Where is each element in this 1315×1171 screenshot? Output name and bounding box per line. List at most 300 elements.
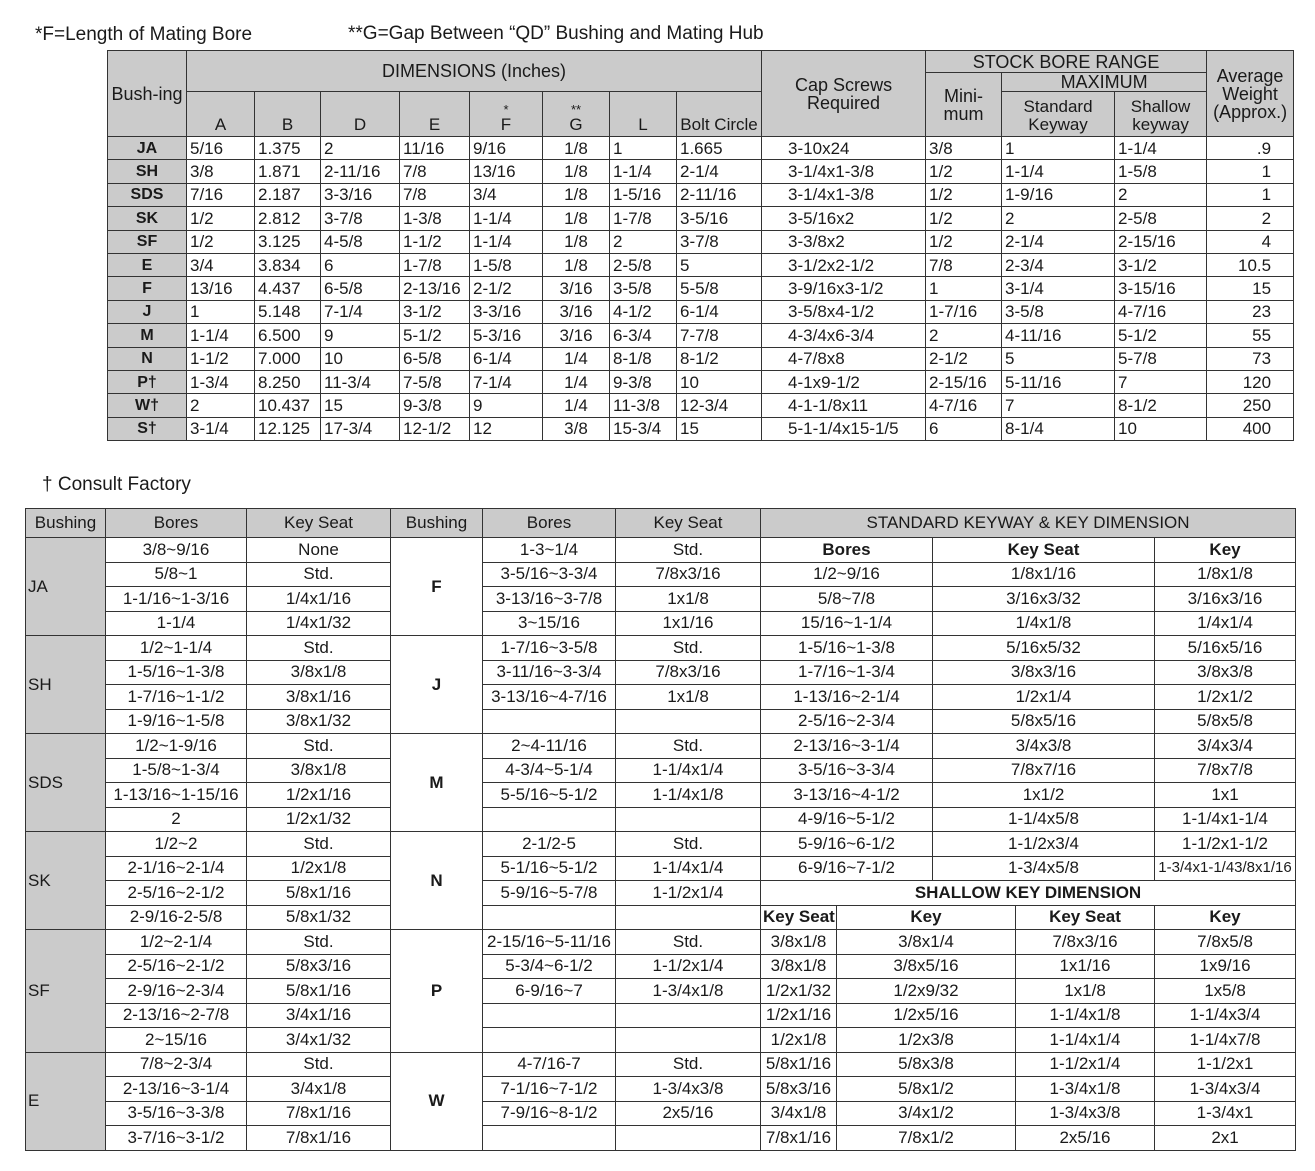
cell-d: 3-7/8 <box>321 207 400 230</box>
shallow-key-2: 1-1/4x7/8 <box>1155 1028 1296 1053</box>
cell-e: 7/8 <box>400 160 470 183</box>
cell-bolt-circle: 12-3/4 <box>677 394 762 417</box>
cell-g: 1/8 <box>543 207 610 230</box>
std-key-seat: 7/8x7/16 <box>933 758 1155 783</box>
cell-weight: 1 <box>1207 160 1294 183</box>
key-seat: 1/4x1/16 <box>247 587 391 612</box>
bore-row <box>26 1003 1296 1028</box>
cell-g: 1/8 <box>543 137 610 160</box>
bore-range: 1-13/16~1-15/16 <box>106 783 247 808</box>
cell-l: 1-7/8 <box>610 207 677 230</box>
key-seat-2: 1-1/4x1/8 <box>616 783 761 808</box>
key-seat: 3/4x1/16 <box>247 1003 391 1028</box>
bore-row <box>26 562 1296 587</box>
cell-shallow-keyway: 5-1/2 <box>1115 324 1207 347</box>
bore-range-2 <box>483 1028 616 1053</box>
cell-g: 1/8 <box>543 253 610 276</box>
bore-range: 1/2~2 <box>106 832 247 857</box>
dimension-row <box>108 277 1294 300</box>
bore-row <box>26 930 1296 955</box>
cell-d: 15 <box>321 394 400 417</box>
cell-b: 8.250 <box>255 370 321 393</box>
bore-range-2: 5-3/4~6-1/2 <box>483 954 616 979</box>
cell-shallow-keyway: 3-15/16 <box>1115 277 1207 300</box>
bore-row <box>26 832 1296 857</box>
shallow-key-header: Key <box>837 905 1016 930</box>
bore-range: 1-5/8~1-3/4 <box>106 758 247 783</box>
std-bores: 15/16~1-1/4 <box>761 611 933 636</box>
key-seat-2: 1x1/16 <box>616 611 761 636</box>
shallow-key-seat: 3/4x1/8 <box>761 1101 837 1126</box>
key-seat: 3/4x1/32 <box>247 1028 391 1053</box>
dimension-row <box>108 230 1294 253</box>
key-seat: 1/4x1/32 <box>247 611 391 636</box>
standard-keyway-title: STANDARD KEYWAY & KEY DIMENSION <box>761 509 1296 538</box>
cell-d: 17-3/4 <box>321 417 400 440</box>
cell-l: 11-3/8 <box>610 394 677 417</box>
shallow-key: 1/2x5/16 <box>837 1003 1016 1028</box>
cell-f: 1-1/4 <box>470 207 543 230</box>
key-seat: Std. <box>247 734 391 759</box>
cell-shallow-keyway: 4-7/16 <box>1115 300 1207 323</box>
std-key-seat: 3/4x3/8 <box>933 734 1155 759</box>
cell-bushing: W† <box>108 394 187 417</box>
key-seat-2: 1-3/4x1/8 <box>616 979 761 1004</box>
std-bores: 3-13/16~4-1/2 <box>761 783 933 808</box>
bore-range: 5/8~1 <box>106 562 247 587</box>
bore-range-2 <box>483 709 616 734</box>
left-bushing-group: SK <box>26 832 106 930</box>
bore-range: 3-5/16~3-3/8 <box>106 1101 247 1126</box>
col-g-header: ** G <box>543 92 610 137</box>
cell-e: 3-1/2 <box>400 300 470 323</box>
bore-range-2: 5-5/16~5-1/2 <box>483 783 616 808</box>
bushing-header: Bush-ing <box>108 51 187 137</box>
bore-range-2: 1-7/16~3-5/8 <box>483 636 616 661</box>
cell-bolt-circle: 5 <box>677 253 762 276</box>
right-bushing-group: W <box>391 1052 483 1150</box>
key-seat-2: 1-1/4x1/4 <box>616 856 761 881</box>
cell-standard-keyway: 5 <box>1002 347 1115 370</box>
cell-minimum: 2-15/16 <box>926 370 1002 393</box>
std-bores: 5-9/16~6-1/2 <box>761 832 933 857</box>
cell-cap-screws: 3-5/16x2 <box>762 207 926 230</box>
shallow-key-seat-2: 1x1/8 <box>1016 979 1155 1004</box>
dimension-row <box>108 253 1294 276</box>
key-seat-2: 7/8x3/16 <box>616 660 761 685</box>
dimension-row <box>108 394 1294 417</box>
bore-range: 1/2~1-1/4 <box>106 636 247 661</box>
dimension-row <box>108 207 1294 230</box>
bore-row <box>26 1052 1296 1077</box>
cell-g: 1/8 <box>543 230 610 253</box>
shallow-key: 1/2x9/32 <box>837 979 1016 1004</box>
cell-e: 1-3/8 <box>400 207 470 230</box>
cell-e: 1-7/8 <box>400 253 470 276</box>
bore-row <box>26 1126 1296 1151</box>
bore-range-2: 1-3~1/4 <box>483 538 616 563</box>
std-bores: 2-13/16~3-1/4 <box>761 734 933 759</box>
cell-a: 3/4 <box>187 253 255 276</box>
cell-f: 2-1/2 <box>470 277 543 300</box>
cell-g: 1/4 <box>543 394 610 417</box>
bushing-header: Bushing <box>26 509 106 538</box>
std-bores: 2-5/16~2-3/4 <box>761 709 933 734</box>
cell-bolt-circle: 8-1/2 <box>677 347 762 370</box>
cell-l: 1 <box>610 137 677 160</box>
cell-b: 1.375 <box>255 137 321 160</box>
key-seat: 3/8x1/32 <box>247 709 391 734</box>
cell-g: 1/8 <box>543 183 610 206</box>
cell-a: 2 <box>187 394 255 417</box>
cell-e: 5-1/2 <box>400 324 470 347</box>
cell-minimum: 1/2 <box>926 160 1002 183</box>
cell-bolt-circle: 7-7/8 <box>677 324 762 347</box>
cell-g: 3/16 <box>543 277 610 300</box>
shallow-key-2: 1x5/8 <box>1155 979 1296 1004</box>
key-seat-2 <box>616 807 761 832</box>
key-seat-2: 2x5/16 <box>616 1101 761 1126</box>
bore-range-2: 6-9/16~7 <box>483 979 616 1004</box>
cell-l: 2 <box>610 230 677 253</box>
cell-minimum: 6 <box>926 417 1002 440</box>
cell-d: 9 <box>321 324 400 347</box>
cell-weight: 2 <box>1207 207 1294 230</box>
dimension-row <box>108 300 1294 323</box>
bore-row <box>26 758 1296 783</box>
dimension-row <box>108 347 1294 370</box>
cell-bushing: M <box>108 324 187 347</box>
key-seat: 5/8x3/16 <box>247 954 391 979</box>
shallow-key-2: 2x1 <box>1155 1126 1296 1151</box>
cell-b: 4.437 <box>255 277 321 300</box>
std-key-seat: 1/2x1/4 <box>933 685 1155 710</box>
cell-bolt-circle: 6-1/4 <box>677 300 762 323</box>
bore-range-2: 7-1/16~7-1/2 <box>483 1077 616 1102</box>
cell-f: 9 <box>470 394 543 417</box>
shallow-key-2: 1-1/2x1 <box>1155 1052 1296 1077</box>
col-d-header: D <box>321 92 400 137</box>
cell-minimum: 2 <box>926 324 1002 347</box>
cell-cap-screws: 4-1-1/8x11 <box>762 394 926 417</box>
cell-weight: 10.5 <box>1207 253 1294 276</box>
cell-l: 1-5/16 <box>610 183 677 206</box>
cell-g: 1/4 <box>543 347 610 370</box>
std-key-seat: 3/8x3/16 <box>933 660 1155 685</box>
std-key-seat: 1-1/2x3/4 <box>933 832 1155 857</box>
key-seat: Std. <box>247 636 391 661</box>
cell-bushing: F <box>108 277 187 300</box>
std-key-seat: 5/8x5/16 <box>933 709 1155 734</box>
bore-row <box>26 709 1296 734</box>
bore-range: 1/2~2-1/4 <box>106 930 247 955</box>
cell-a: 3-1/4 <box>187 417 255 440</box>
cell-a: 1-1/2 <box>187 347 255 370</box>
cell-d: 2 <box>321 137 400 160</box>
cell-g: 1/4 <box>543 370 610 393</box>
cell-standard-keyway: 3-1/4 <box>1002 277 1115 300</box>
std-key: 3/16x3/16 <box>1155 587 1296 612</box>
shallow-key-seat-2: 1-1/4x1/4 <box>1016 1028 1155 1053</box>
bore-row <box>26 1028 1296 1053</box>
key-seat-2: 1-1/4x1/4 <box>616 758 761 783</box>
cell-d: 10 <box>321 347 400 370</box>
std-key: 1x1 <box>1155 783 1296 808</box>
shallow-key-seat-2: 1-1/2x1/4 <box>1016 1052 1155 1077</box>
shallow-key-seat: 1/2x1/32 <box>761 979 837 1004</box>
cell-l: 6-3/4 <box>610 324 677 347</box>
shallow-keyway-header: Shallow keyway <box>1115 92 1207 137</box>
consult-factory-note: † Consult Factory <box>42 474 191 495</box>
bore-range-2: 4-7/16-7 <box>483 1052 616 1077</box>
dimensions-header: DIMENSIONS (Inches) <box>187 51 762 92</box>
shallow-key-seat-2: 7/8x3/16 <box>1016 930 1155 955</box>
right-bushing-group: M <box>391 734 483 832</box>
cell-cap-screws: 3-9/16x3-1/2 <box>762 277 926 300</box>
bore-range-2: 3-13/16~4-7/16 <box>483 685 616 710</box>
left-bushing-group: SH <box>26 636 106 734</box>
cell-bolt-circle: 15 <box>677 417 762 440</box>
bushing-dimensions-table <box>107 50 1294 441</box>
shallow-keyseat-header-2: Key Seat <box>1016 905 1155 930</box>
cell-f: 9/16 <box>470 137 543 160</box>
key-seat-2: Std. <box>616 734 761 759</box>
cell-bushing: SF <box>108 230 187 253</box>
col-e-header: E <box>400 92 470 137</box>
cell-l: 4-1/2 <box>610 300 677 323</box>
cell-standard-keyway: 4-11/16 <box>1002 324 1115 347</box>
cell-d: 11-3/4 <box>321 370 400 393</box>
key-seat: None <box>247 538 391 563</box>
key-seat: Std. <box>247 832 391 857</box>
cell-d: 6 <box>321 253 400 276</box>
bore-row <box>26 1101 1296 1126</box>
cell-e: 7-5/8 <box>400 370 470 393</box>
bore-row <box>26 856 1296 881</box>
shallow-key-seat-2: 1-1/4x1/8 <box>1016 1003 1155 1028</box>
bore-row <box>26 881 1296 906</box>
cell-e: 9-3/8 <box>400 394 470 417</box>
cell-bolt-circle: 2-11/16 <box>677 183 762 206</box>
cell-minimum: 1/2 <box>926 183 1002 206</box>
cell-a: 1/2 <box>187 207 255 230</box>
cell-standard-keyway: 2 <box>1002 207 1115 230</box>
bore-row <box>26 587 1296 612</box>
shallow-key-2: 1-3/4x3/4 <box>1155 1077 1296 1102</box>
cell-standard-keyway: 8-1/4 <box>1002 417 1115 440</box>
std-bores: 6-9/16~7-1/2 <box>761 856 933 881</box>
cell-weight: 73 <box>1207 347 1294 370</box>
bore-range: 3-7/16~3-1/2 <box>106 1126 247 1151</box>
cell-minimum: 2-1/2 <box>926 347 1002 370</box>
bore-range-2: 3-13/16~3-7/8 <box>483 587 616 612</box>
cell-weight: 23 <box>1207 300 1294 323</box>
cell-b: 12.125 <box>255 417 321 440</box>
std-key: 1-1/4x1-1/4 <box>1155 807 1296 832</box>
bore-row <box>26 979 1296 1004</box>
std-bores: 1/2~9/16 <box>761 562 933 587</box>
shallow-key: 7/8x1/2 <box>837 1126 1016 1151</box>
bore-range-2: 7-9/16~8-1/2 <box>483 1101 616 1126</box>
key-seat: 7/8x1/16 <box>247 1126 391 1151</box>
bore-range: 2~15/16 <box>106 1028 247 1053</box>
average-weight-header: Average Weight (Approx.) <box>1207 51 1294 137</box>
cell-cap-screws: 3-1/4x1-3/8 <box>762 160 926 183</box>
cell-f: 3-3/16 <box>470 300 543 323</box>
cell-f: 1-1/4 <box>470 230 543 253</box>
shallow-key-seat: 1/2x1/16 <box>761 1003 837 1028</box>
bore-range: 1-1/4 <box>106 611 247 636</box>
bore-range-2: 5-9/16~5-7/8 <box>483 881 616 906</box>
cell-a: 7/16 <box>187 183 255 206</box>
cell-cap-screws: 3-1/2x2-1/2 <box>762 253 926 276</box>
cell-standard-keyway: 1-1/4 <box>1002 160 1115 183</box>
cell-shallow-keyway: 1-1/4 <box>1115 137 1207 160</box>
bore-row <box>26 783 1296 808</box>
col-f-header: * F <box>470 92 543 137</box>
cell-bushing: SH <box>108 160 187 183</box>
shallow-key-2: 1x9/16 <box>1155 954 1296 979</box>
bore-row <box>26 538 1296 563</box>
shallow-key-seat-2: 2x5/16 <box>1016 1126 1155 1151</box>
bore-range-2: 3~15/16 <box>483 611 616 636</box>
bore-range: 1-1/16~1-3/16 <box>106 587 247 612</box>
cell-shallow-keyway: 1-5/8 <box>1115 160 1207 183</box>
cell-standard-keyway: 5-11/16 <box>1002 370 1115 393</box>
std-bores: 3-5/16~3-3/4 <box>761 758 933 783</box>
shallow-key-2: 7/8x5/8 <box>1155 930 1296 955</box>
bore-range-2: 2~4-11/16 <box>483 734 616 759</box>
cell-bushing: J <box>108 300 187 323</box>
key-seat: 5/8x1/16 <box>247 881 391 906</box>
right-bushing-group: F <box>391 538 483 636</box>
shallow-keyseat-header: Key Seat <box>761 905 837 930</box>
cell-minimum: 7/8 <box>926 253 1002 276</box>
bore-range: 2-5/16~2-1/2 <box>106 881 247 906</box>
std-key-seat: 1-1/4x5/8 <box>933 807 1155 832</box>
std-key-seat: 1-3/4x5/8 <box>933 856 1155 881</box>
cell-l: 2-5/8 <box>610 253 677 276</box>
cell-bushing: SDS <box>108 183 187 206</box>
bore-range-2: 3-11/16~3-3/4 <box>483 660 616 685</box>
cell-standard-keyway: 3-5/8 <box>1002 300 1115 323</box>
col-l-header: L <box>610 92 677 137</box>
left-bushing-group: JA <box>26 538 106 636</box>
cell-shallow-keyway: 8-1/2 <box>1115 394 1207 417</box>
cell-minimum: 1/2 <box>926 207 1002 230</box>
std-key-seat: 5/16x5/32 <box>933 636 1155 661</box>
bore-row <box>26 734 1296 759</box>
shallow-key: 3/4x1/2 <box>837 1101 1016 1126</box>
dimension-row <box>108 370 1294 393</box>
bore-range: 1/2~1-9/16 <box>106 734 247 759</box>
key-seat: 3/8x1/8 <box>247 660 391 685</box>
key-seat: Std. <box>247 1052 391 1077</box>
cell-weight: 120 <box>1207 370 1294 393</box>
bore-range-2 <box>483 1003 616 1028</box>
cell-bolt-circle: 3-7/8 <box>677 230 762 253</box>
maximum-header: MAXIMUM <box>1002 73 1207 92</box>
cell-standard-keyway: 1 <box>1002 137 1115 160</box>
bore-range: 1-7/16~1-1/2 <box>106 685 247 710</box>
right-bushing-group: N <box>391 832 483 930</box>
std-bores: 1-7/16~1-3/4 <box>761 660 933 685</box>
key-seat: 5/8x1/32 <box>247 905 391 930</box>
cell-standard-keyway: 1-9/16 <box>1002 183 1115 206</box>
std-key-seat: 1/4x1/8 <box>933 611 1155 636</box>
bolt-circle-header: Bolt Circle <box>677 92 762 137</box>
key-seat: 3/8x1/8 <box>247 758 391 783</box>
std-key: 1/8x1/8 <box>1155 562 1296 587</box>
cell-d: 6-5/8 <box>321 277 400 300</box>
bore-row <box>26 611 1296 636</box>
cap-screws-header: Cap Screws Required <box>762 51 926 137</box>
left-bushing-group: SF <box>26 930 106 1053</box>
bore-range-2 <box>483 807 616 832</box>
cell-l: 15-3/4 <box>610 417 677 440</box>
cell-weight: 1 <box>1207 183 1294 206</box>
cell-bushing: SK <box>108 207 187 230</box>
cell-a: 1-1/4 <box>187 324 255 347</box>
key-seat-2: Std. <box>616 1052 761 1077</box>
shallow-key-seat: 3/8x1/8 <box>761 930 837 955</box>
cell-bushing: JA <box>108 137 187 160</box>
cell-minimum: 1/2 <box>926 230 1002 253</box>
bore-range: 2-9/16-2-5/8 <box>106 905 247 930</box>
std-key-header: Key <box>1155 538 1296 563</box>
cell-b: 3.125 <box>255 230 321 253</box>
bore-range-2 <box>483 1126 616 1151</box>
key-seat-2: 1-3/4x3/8 <box>616 1077 761 1102</box>
col-a-header: A <box>187 92 255 137</box>
shallow-key-seat: 5/8x3/16 <box>761 1077 837 1102</box>
bores-header-2: Bores <box>483 509 616 538</box>
cell-shallow-keyway: 2 <box>1115 183 1207 206</box>
bore-range: 2-5/16~2-1/2 <box>106 954 247 979</box>
std-bores: 4-9/16~5-1/2 <box>761 807 933 832</box>
bore-range: 7/8~2-3/4 <box>106 1052 247 1077</box>
cell-b: 10.437 <box>255 394 321 417</box>
cell-weight: 400 <box>1207 417 1294 440</box>
cell-a: 13/16 <box>187 277 255 300</box>
cell-l: 8-1/8 <box>610 347 677 370</box>
cell-bolt-circle: 2-1/4 <box>677 160 762 183</box>
key-seat-2: 1-1/2x1/4 <box>616 881 761 906</box>
cell-standard-keyway: 2-3/4 <box>1002 253 1115 276</box>
cell-a: 1 <box>187 300 255 323</box>
key-seat: 3/4x1/8 <box>247 1077 391 1102</box>
bore-row <box>26 685 1296 710</box>
cell-b: 1.871 <box>255 160 321 183</box>
cell-e: 1-1/2 <box>400 230 470 253</box>
dimension-row <box>108 183 1294 206</box>
cell-minimum: 3/8 <box>926 137 1002 160</box>
cell-shallow-keyway: 7 <box>1115 370 1207 393</box>
minimum-header: Mini-mum <box>926 73 1002 137</box>
std-key: 3/4x3/4 <box>1155 734 1296 759</box>
bore-range-2: 2-1/2-5 <box>483 832 616 857</box>
cell-l: 9-3/8 <box>610 370 677 393</box>
cell-shallow-keyway: 2-5/8 <box>1115 207 1207 230</box>
key-seat: Std. <box>247 930 391 955</box>
key-seat-2 <box>616 1028 761 1053</box>
bore-range: 2-13/16~3-1/4 <box>106 1077 247 1102</box>
std-keyseat-header: Key Seat <box>933 538 1155 563</box>
std-key: 5/16x5/16 <box>1155 636 1296 661</box>
key-seat: 1/2x1/16 <box>247 783 391 808</box>
cell-f: 7-1/4 <box>470 370 543 393</box>
key-seat-2: Std. <box>616 538 761 563</box>
